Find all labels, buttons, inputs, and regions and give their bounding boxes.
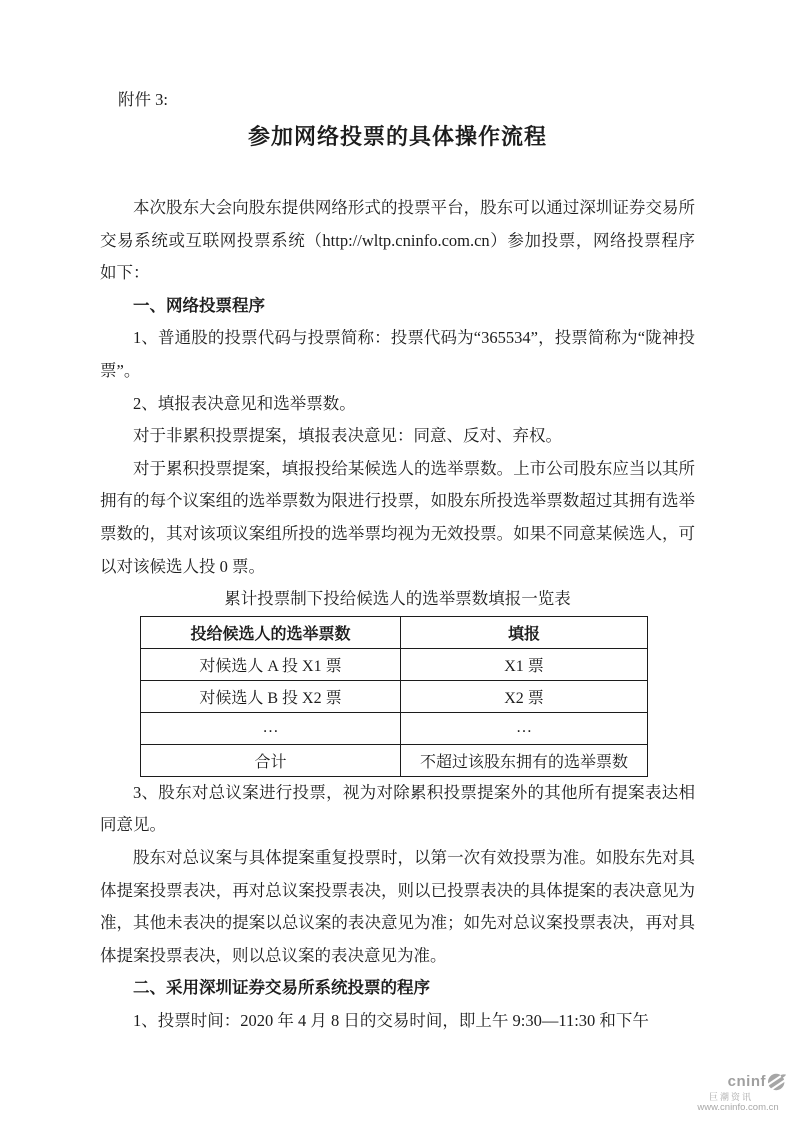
section1-cumulative-paragraph: 对于累积投票提案，填报投给某候选人的选举票数。上市公司股东应当以其所拥有的每个议案组的选举票数为限进行投票，如股东所投选举票数超过其拥有选举票数的，其对该项议案组所投的选举票均视为无效投票。如果不同意某候选人，可以对该候选人投 0 票。 xyxy=(100,458,695,576)
vote-table-caption: 累计投票制下投给候选人的选举票数填报一览表 xyxy=(224,589,571,609)
section1-non-cumulative-paragraph: 对于非累积投票提案，填报表决意见：同意、反对、弃权。 xyxy=(133,426,562,446)
table-row xyxy=(141,712,648,744)
page-title: 参加网络投票的具体操作流程 xyxy=(247,124,547,149)
section1-item1: 1、普通股的投票代码与投票简称：投票代码为“365534”，投票简称为“陇神投票”。 xyxy=(100,328,695,380)
cninfo-brand-text: cninf xyxy=(727,1073,766,1091)
cninfo-logo-row xyxy=(688,1073,788,1091)
table-header-row xyxy=(141,616,648,648)
table-cell: 对候选人 B 投 X2 票 xyxy=(141,680,401,712)
cninfo-brand-cn: 巨潮资讯 xyxy=(708,1091,753,1102)
table-cell: X1 票 xyxy=(401,648,648,680)
section1-item2: 2、填报表决意见和选举票数。 xyxy=(133,393,356,413)
table-cell: X2 票 xyxy=(401,680,648,712)
cninfo-url: www.cninfo.com.cn xyxy=(697,1102,779,1114)
table-row xyxy=(141,680,648,712)
section2-item1: 1、投票时间：2020 年 4 月 8 日的交易时间，即上午 9:30—11:30 和下午 xyxy=(133,1010,649,1030)
table-header-cell: 填报 xyxy=(401,616,648,648)
cninfo-logo xyxy=(688,1073,788,1114)
section1-repeat-vote-paragraph: 股东对总议案与具体提案重复投票时，以第一次有效投票为准。如股东先对具体提案投票表决，再对总议案投票表决，则以已投票表决的具体提案的表决意见为准，其他未表决的提案以总议案的表决意见为准；如先对总议案投票表决，再对具体提案投票表决，则以总议案的表决意见为准。 xyxy=(100,847,695,965)
attachment-label: 附件 3: xyxy=(118,90,168,109)
vote-table xyxy=(140,616,648,777)
table-cell: … xyxy=(141,712,401,744)
section1-heading: 一、网络投票程序 xyxy=(133,295,265,315)
table-header-cell: 投给候选人的选举票数 xyxy=(141,616,401,648)
table-row xyxy=(141,648,648,680)
cninfo-swirl-icon xyxy=(767,1073,786,1091)
table-cell: … xyxy=(401,712,648,744)
table-cell: 对候选人 A 投 X1 票 xyxy=(141,648,401,680)
intro-paragraph: 本次股东大会向股东提供网络形式的投票平台，股东可以通过深圳证券交易所交易系统或互联网投票系统（http://wltp.cninfo.com.cn）参加投票，网络投票程序如下： xyxy=(100,198,695,283)
table-cell: 不超过该股东拥有的选举票数 xyxy=(401,744,648,776)
section1-item3: 3、股东对总议案进行投票，视为对除累积投票提案外的其他所有提案表达相同意见。 xyxy=(100,782,695,835)
section2-heading: 二、采用深圳证券交易所系统投票的程序 xyxy=(133,978,430,998)
table-row xyxy=(141,744,648,776)
table-cell: 合计 xyxy=(141,744,401,776)
